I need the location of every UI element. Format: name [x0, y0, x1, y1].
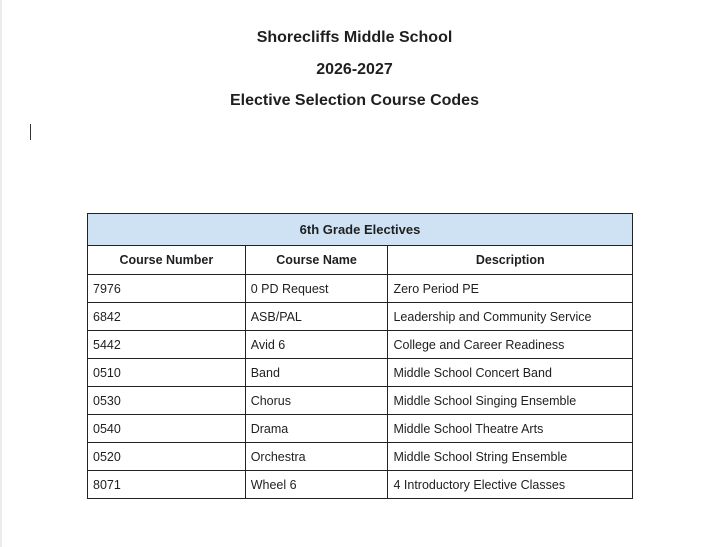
course-name-cell: Wheel 6	[245, 471, 388, 499]
course-name-cell: Chorus	[245, 387, 388, 415]
table-row	[88, 275, 633, 303]
description-cell: College and Career Readiness	[388, 331, 633, 359]
course-number-cell: 6842	[88, 303, 246, 331]
course-number-cell: 0540	[88, 415, 246, 443]
table-row	[88, 471, 633, 499]
description-cell: Middle School String Ensemble	[388, 443, 633, 471]
description-cell: 4 Introductory Elective Classes	[388, 471, 633, 499]
section-title: 6th Grade Electives	[88, 214, 633, 246]
table-row	[88, 443, 633, 471]
course-name-cell: Band	[245, 359, 388, 387]
column-header-course-number: Course Number	[88, 246, 246, 275]
course-number-cell: 8071	[88, 471, 246, 499]
table-row	[88, 359, 633, 387]
course-name-cell: Avid 6	[245, 331, 388, 359]
column-header-description: Description	[388, 246, 633, 275]
table-row	[88, 331, 633, 359]
electives-table	[87, 213, 633, 499]
course-number-cell: 0530	[88, 387, 246, 415]
course-number-cell: 7976	[88, 275, 246, 303]
text-cursor	[30, 124, 31, 140]
course-number-cell: 5442	[88, 331, 246, 359]
description-cell: Middle School Concert Band	[388, 359, 633, 387]
table-section-header-row	[88, 214, 633, 246]
table-row	[88, 303, 633, 331]
document-page[interactable]	[2, 0, 719, 547]
document-subtitle-heading: Elective Selection Course Codes	[230, 92, 479, 109]
table-row	[88, 415, 633, 443]
school-name-heading: Shorecliffs Middle School	[256, 29, 453, 46]
course-name-cell: Orchestra	[245, 443, 388, 471]
course-name-cell: 0 PD Request	[245, 275, 388, 303]
column-header-course-name: Course Name	[245, 246, 388, 275]
course-name-cell: ASB/PAL	[245, 303, 388, 331]
description-cell: Zero Period PE	[388, 275, 633, 303]
description-cell: Middle School Singing Ensemble	[388, 387, 633, 415]
course-name-cell: Drama	[245, 415, 388, 443]
course-number-cell: 0510	[88, 359, 246, 387]
table-row	[88, 387, 633, 415]
course-number-cell: 0520	[88, 443, 246, 471]
table-column-header-row	[88, 246, 633, 275]
school-year-heading: 2026-2027	[316, 61, 393, 78]
description-cell: Leadership and Community Service	[388, 303, 633, 331]
description-cell: Middle School Theatre Arts	[388, 415, 633, 443]
